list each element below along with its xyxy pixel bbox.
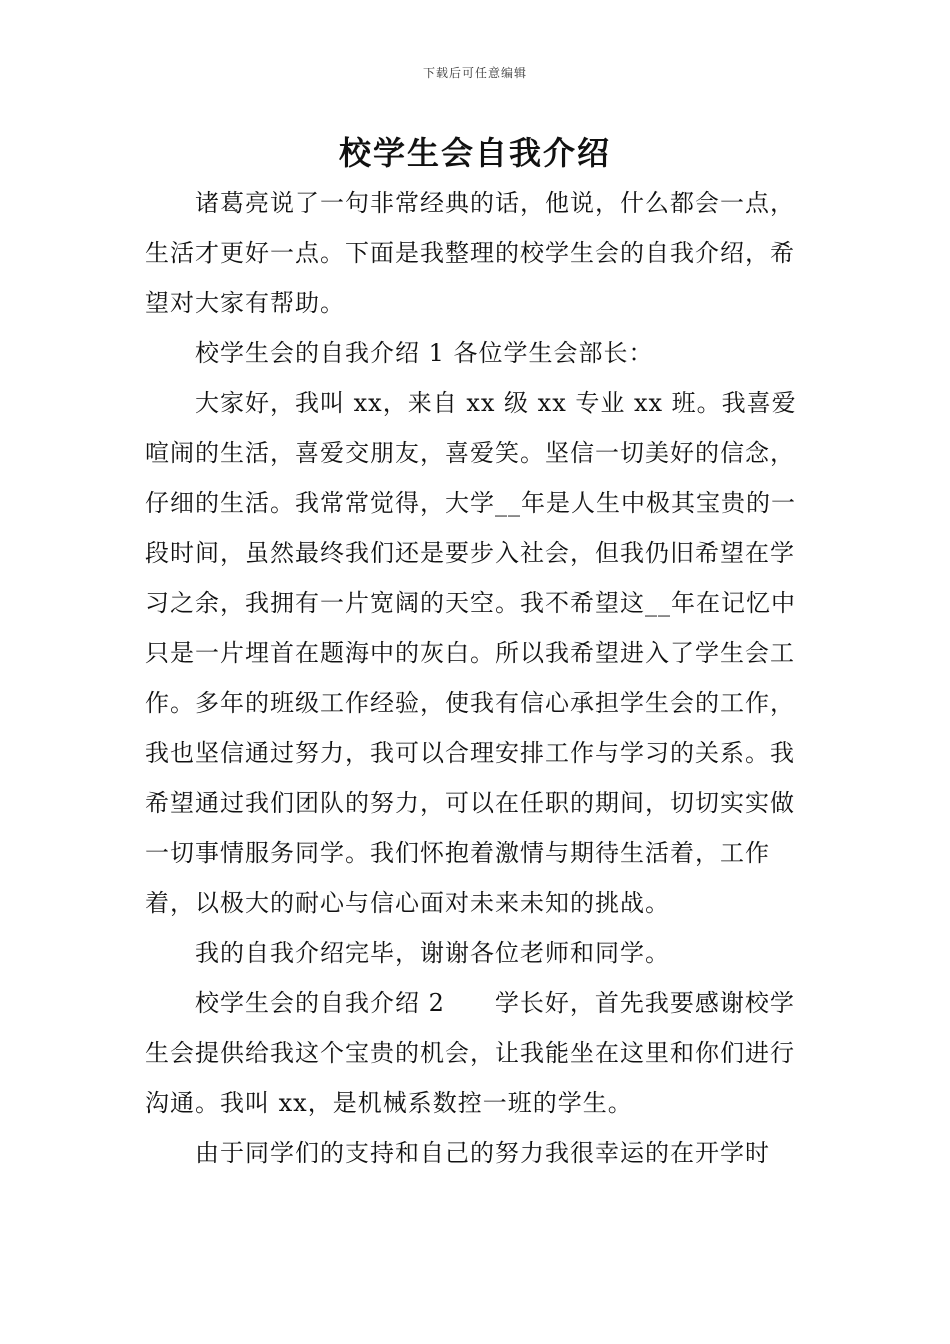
document-title: 校学生会自我介绍 — [338, 134, 611, 172]
paragraph-section-2: 校学生会的自我介绍 2 学长好，首先我要感谢校学生会提供给我这个宝贵的机会，让我能坐在这里和你们进行沟通。我叫 xx，是机械系数控一班的学生。 — [145, 989, 795, 1117]
paragraph-section-1-body: 大家好，我叫 xx，来自 xx 级 xx 专业 xx 班。我喜爱喧闹的生活，喜爱交朋友，喜爱笑。坚信一切美好的信念，仔细的生活。我常常觉得，大学__年是人生中极其宝贵的一段时间，虽然最终我们还是要步入社会，但我仍旧希望在学习之余，我拥有一片宽阔的天空。我不希望这__年在记忆中只是一片埋首在题海中的灰白。所以我希望进入了学生会工作。多年的班级工作经验，使我有信心承担学生会的工作，我也坚信通过努力，我可以合理安排工作与学习的关系。我希望通过我们团队的努力，可以在任职的期间，切切实实做一切事情服务同学。我们怀抱着激情与期待生活着，工作着，以极大的耐心与信心面对未来未知的挑战。 — [145, 389, 797, 917]
paragraph-section-2-continued: 由于同学们的支持和自己的努力我很幸运的在开学时 — [195, 1139, 770, 1167]
paragraph-section-1-heading: 校学生会的自我介绍 1 各位学生会部长： — [195, 339, 654, 367]
paragraph-section-1-closing: 我的自我介绍完毕，谢谢各位老师和同学。 — [195, 939, 670, 967]
header-note: 下载后可任意编辑 — [422, 66, 527, 80]
document-body — [145, 178, 815, 1178]
paragraph-intro: 诸葛亮说了一句非常经典的话，他说，什么都会一点，生活才更好一点。下面是我整理的校学生会的自我介绍，希望对大家有帮助。 — [145, 189, 795, 317]
